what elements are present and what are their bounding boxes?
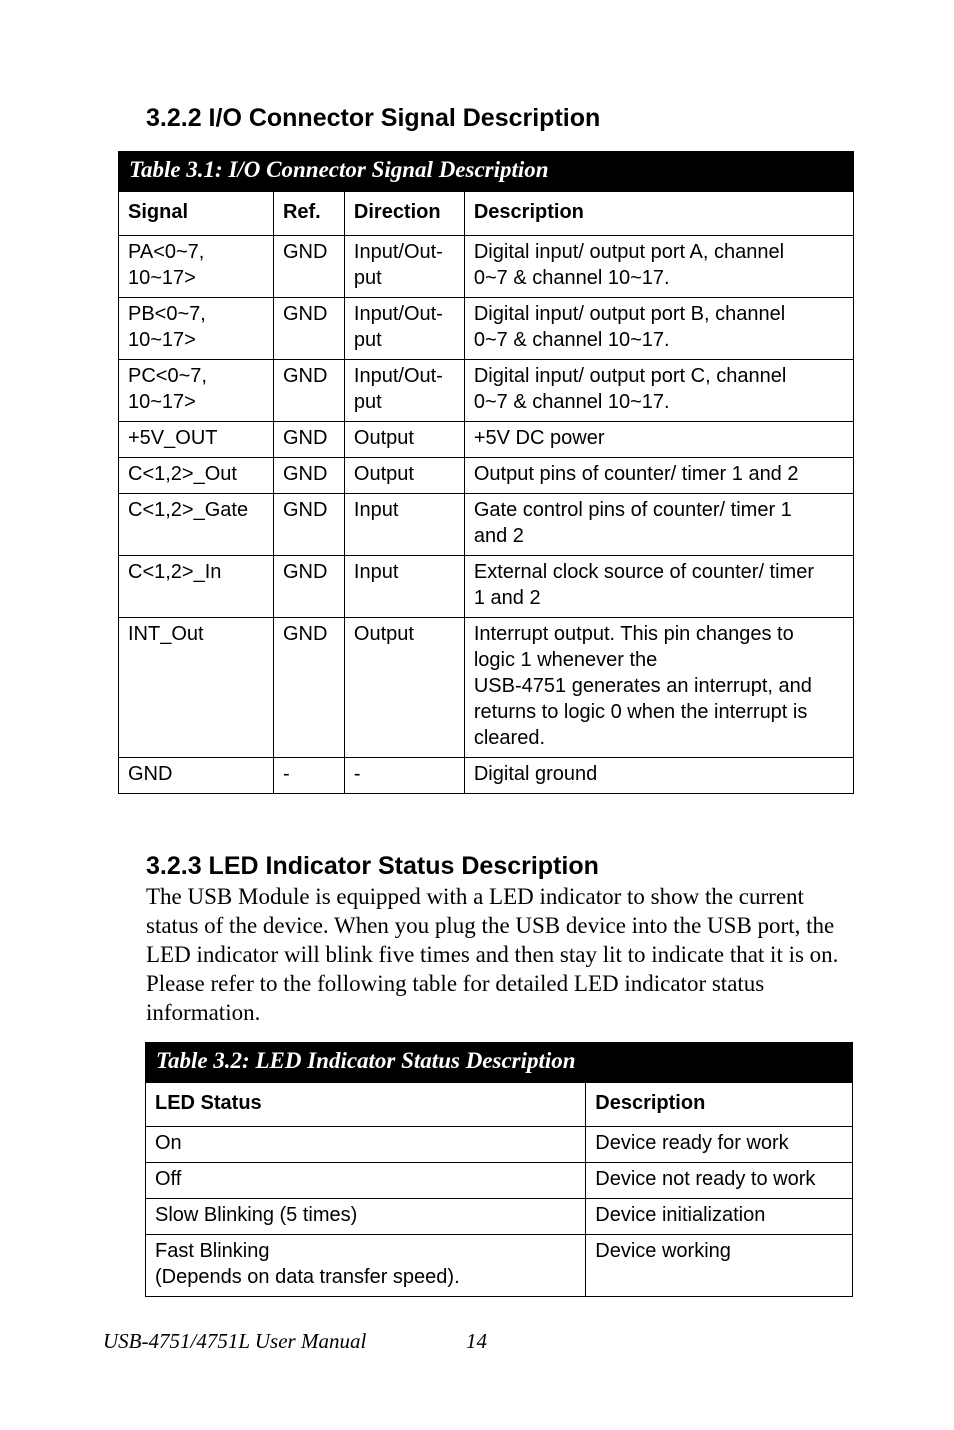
table-cell: Digital input/ output port C, channel 0~7 & channel 10~17.	[464, 360, 853, 422]
table-cell: GND	[273, 298, 344, 360]
io-connector-signal-table	[118, 151, 854, 794]
table-cell: Input/Out- put	[344, 236, 464, 298]
table-cell: C<1,2>_Out	[119, 458, 274, 494]
table-cell: GND	[273, 556, 344, 618]
table-row	[119, 758, 854, 794]
table-cell: Interrupt output. This pin changes to logic 1 whenever the USB-4751 generates an interrupt, and returns to logic 0 when the interrupt is cleared.	[464, 618, 853, 758]
table-cell: External clock source of counter/ timer 1 and 2	[464, 556, 853, 618]
table-cell: GND	[119, 758, 274, 794]
column-header: Description	[586, 1083, 853, 1127]
table-cell: Device initialization	[586, 1199, 853, 1235]
section-heading-led-indicator: 3.2.3 LED Indicator Status Description	[146, 852, 599, 880]
table-cell: C<1,2>_Gate	[119, 494, 274, 556]
table-cell: -	[344, 758, 464, 794]
table-row	[119, 494, 854, 556]
table-cell: GND	[273, 360, 344, 422]
table-cell: -	[273, 758, 344, 794]
table-cell: Digital input/ output port B, channel 0~7 & channel 10~17.	[464, 298, 853, 360]
column-header: Direction	[344, 192, 464, 236]
table-row	[146, 1163, 853, 1199]
table-cell: Fast Blinking (Depends on data transfer speed).	[146, 1235, 586, 1297]
column-header: Signal	[119, 192, 274, 236]
column-header: Ref.	[273, 192, 344, 236]
body-paragraph: The USB Module is equipped with a LED indicator to show the current status of the device. When you plug the USB device into the USB port, the LED indicator will blink five times and then stay lit to indicate that it is on. Please refer to the following table for detailed LED indicator status information.	[146, 884, 839, 1025]
footer-page-number: 14	[466, 1329, 487, 1353]
table-cell: Output	[344, 458, 464, 494]
table-cell: PA<0~7, 10~17>	[119, 236, 274, 298]
table-cell: Digital ground	[464, 758, 853, 794]
column-header: Description	[464, 192, 853, 236]
footer-manual-title: USB-4751/4751L User Manual	[103, 1329, 367, 1353]
table-cell: INT_Out	[119, 618, 274, 758]
table-row	[119, 236, 854, 298]
table-cell: Input	[344, 494, 464, 556]
table-cell: Off	[146, 1163, 586, 1199]
table-cell: Output	[344, 618, 464, 758]
table-cell: Output pins of counter/ timer 1 and 2	[464, 458, 853, 494]
table-row	[119, 422, 854, 458]
table-header-row	[119, 192, 854, 236]
table-cell: Gate control pins of counter/ timer 1 and 2	[464, 494, 853, 556]
table-header-row	[146, 1083, 853, 1127]
table-cell: Input/Out- put	[344, 298, 464, 360]
table-cell: Device ready for work	[586, 1127, 853, 1163]
table-cell: On	[146, 1127, 586, 1163]
table-row	[119, 618, 854, 758]
table-cell: C<1,2>_In	[119, 556, 274, 618]
table-cell: GND	[273, 422, 344, 458]
table-cell: +5V DC power	[464, 422, 853, 458]
table-cell: PB<0~7, 10~17>	[119, 298, 274, 360]
table-row	[146, 1199, 853, 1235]
table-row	[119, 298, 854, 360]
table-cell: Digital input/ output port A, channel 0~7 & channel 10~17.	[464, 236, 853, 298]
table-cell: GND	[273, 618, 344, 758]
table-caption: Table 3.1: I/O Connector Signal Description	[119, 152, 854, 192]
table-cell: Slow Blinking (5 times)	[146, 1199, 586, 1235]
table-cell: Device working	[586, 1235, 853, 1297]
table-cell: +5V_OUT	[119, 422, 274, 458]
table-cell: Device not ready to work	[586, 1163, 853, 1199]
table-row	[146, 1235, 853, 1297]
table-caption: Table 3.2: LED Indicator Status Description	[146, 1043, 853, 1083]
table-cell: Input	[344, 556, 464, 618]
table-cell: Output	[344, 422, 464, 458]
table-row	[119, 556, 854, 618]
table-row	[119, 360, 854, 422]
table-cell: GND	[273, 494, 344, 556]
table-cell: PC<0~7, 10~17>	[119, 360, 274, 422]
led-indicator-status-table	[145, 1042, 853, 1297]
table-cell: GND	[273, 236, 344, 298]
table-cell: GND	[273, 458, 344, 494]
column-header: LED Status	[146, 1083, 586, 1127]
table-row	[119, 458, 854, 494]
section-heading-io-connector: 3.2.2 I/O Connector Signal Description	[146, 104, 601, 132]
table-row	[146, 1127, 853, 1163]
table-cell: Input/Out- put	[344, 360, 464, 422]
